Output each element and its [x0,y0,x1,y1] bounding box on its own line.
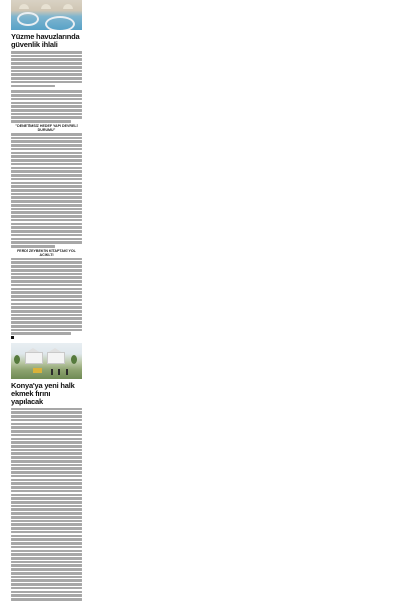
article2-headline: Konya'ya yeni halk ekmek fırını yapılacak [11,380,75,406]
article1-body [11,51,82,123]
article1-subhead-2: FERDİ ZEYBEK'İN KİTAPTAKİ YOL ACIKLTI [17,248,76,257]
newspaper-column [11,0,82,602]
end-marker [11,336,82,339]
article1-subhead-1: "DENETİMSİZ HEDEF YAPI DEVRELİ DURUMU" [15,123,78,132]
article2-body [11,408,82,601]
end-square-icon [11,336,14,339]
construction-site-photo [11,343,82,379]
article1-headline: Yüzme havuzlarında güvenlik ihlali [11,32,80,49]
pool-photo [11,0,82,30]
